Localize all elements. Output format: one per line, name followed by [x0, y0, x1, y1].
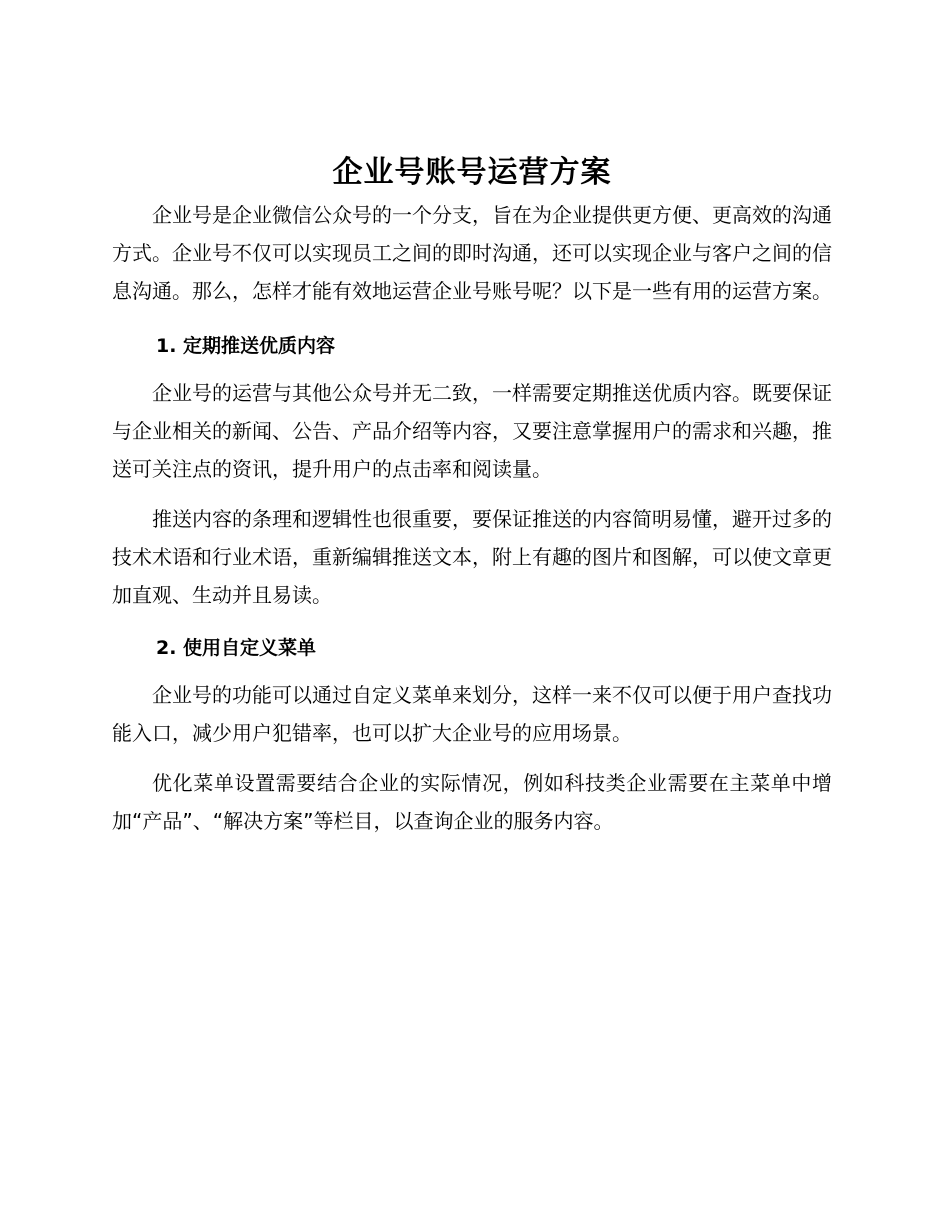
section-heading-1: 1. 定期推送优质内容	[156, 335, 336, 357]
section-2-paragraph-1: 企业号的功能可以通过自定义菜单来划分，这样一来不仅可以便于用户查找功能入口，减少用户犯错率，也可以扩大企业号的应用场景。	[112, 683, 832, 745]
intro-paragraph: 企业号是企业微信公众号的一个分支，旨在为企业提供更方便、更高效的沟通方式。企业号不仅可以实现员工之间的即时沟通，还可以实现企业与客户之间的信息沟通。那么，怎样才能有效地运营企业号账号呢？以下是一些有用的运营方案。	[112, 203, 832, 303]
document-body	[112, 150, 832, 840]
section-1-paragraph-2: 推送内容的条理和逻辑性也很重要，要保证推送的内容简明易懂，避开过多的技术术语和行业术语，重新编辑推送文本，附上有趣的图片和图解，可以使文章更加直观、生动并且易读。	[112, 507, 832, 607]
section-1-paragraph-1: 企业号的运营与其他公众号并无二致，一样需要定期推送优质内容。既要保证与企业相关的新闻、公告、产品介绍等内容，又要注意掌握用户的需求和兴趣，推送可关注点的资讯，提升用户的点击率和阅读量。	[112, 381, 832, 481]
section-heading-2: 2. 使用自定义菜单	[156, 637, 317, 659]
document-title: 企业号账号运营方案	[332, 155, 612, 190]
section-2-paragraph-2: 优化菜单设置需要结合企业的实际情况，例如科技类企业需要在主菜单中增加“产品”、“解决方案”等栏目，以查询企业的服务内容。	[112, 771, 832, 833]
